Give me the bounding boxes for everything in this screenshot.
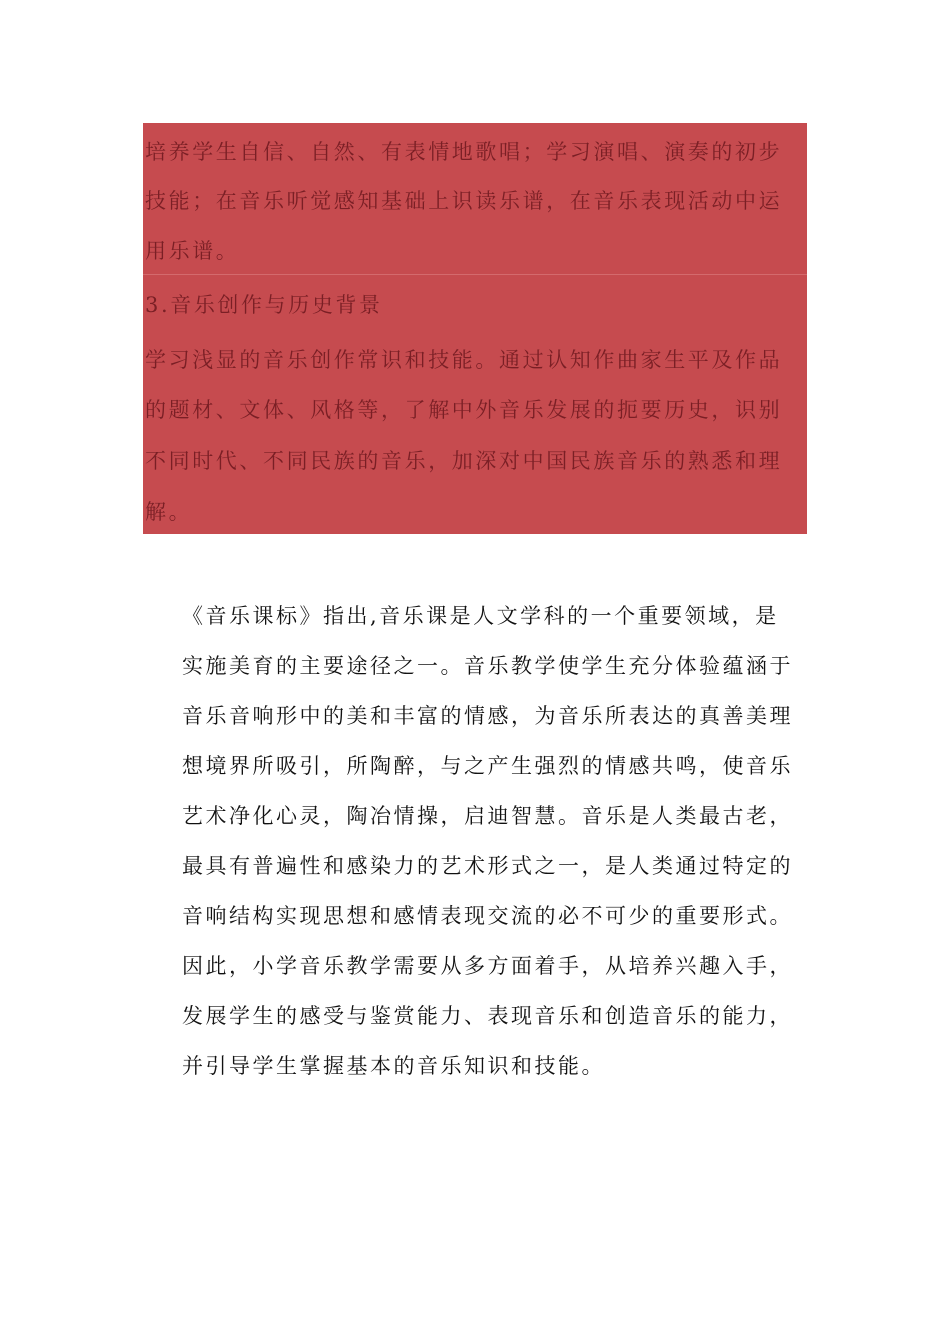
paragraph-line: 想境界所吸引，所陶醉，与之产生强烈的情感共鸣，使音乐: [182, 754, 793, 778]
paragraph-line: 《音乐课标》指出,音乐课是人文学科的一个重要领域，是: [182, 604, 779, 628]
paragraph-line: 音响结构实现思想和感情表现交流的必不可少的重要形式。: [182, 904, 793, 928]
paragraph-line: 发展学生的感受与鉴赏能力、表现音乐和创造音乐的能力，: [182, 1004, 793, 1028]
paragraph-line: 实施美育的主要途径之一。音乐教学使学生充分体验蕴涵于: [182, 654, 793, 678]
highlight-divider: [143, 274, 807, 275]
highlight-line: 解。: [145, 500, 193, 524]
highlight-line: 培养学生自信、自然、有表情地歌唱；学习演唱、演奏的初步: [145, 140, 783, 164]
paragraph-line: 因此，小学音乐教学需要从多方面着手，从培养兴趣入手，: [182, 954, 793, 978]
section-heading: 3.音乐创作与历史背景: [145, 293, 383, 317]
highlight-line: 的题材、文体、风格等，了解中外音乐发展的扼要历史，识别: [145, 398, 783, 422]
highlight-line: 不同时代、不同民族的音乐，加深对中国民族音乐的熟悉和理: [145, 449, 783, 473]
paragraph-line: 并引导学生掌握基本的音乐知识和技能。: [182, 1054, 605, 1078]
highlight-line: 技能；在音乐听觉感知基础上识读乐谱，在音乐表现活动中运: [145, 189, 783, 213]
highlight-line: 学习浅显的音乐创作常识和技能。通过认知作曲家生平及作品: [145, 348, 783, 372]
highlight-line: 用乐谱。: [145, 239, 240, 263]
paragraph-line: 艺术净化心灵，陶冶情操，启迪智慧。音乐是人类最古老，: [182, 804, 793, 828]
paragraph-line: 音乐音响形中的美和丰富的情感，为音乐所表达的真善美理: [182, 704, 793, 728]
paragraph-line: 最具有普遍性和感染力的艺术形式之一，是人类通过特定的: [182, 854, 793, 878]
